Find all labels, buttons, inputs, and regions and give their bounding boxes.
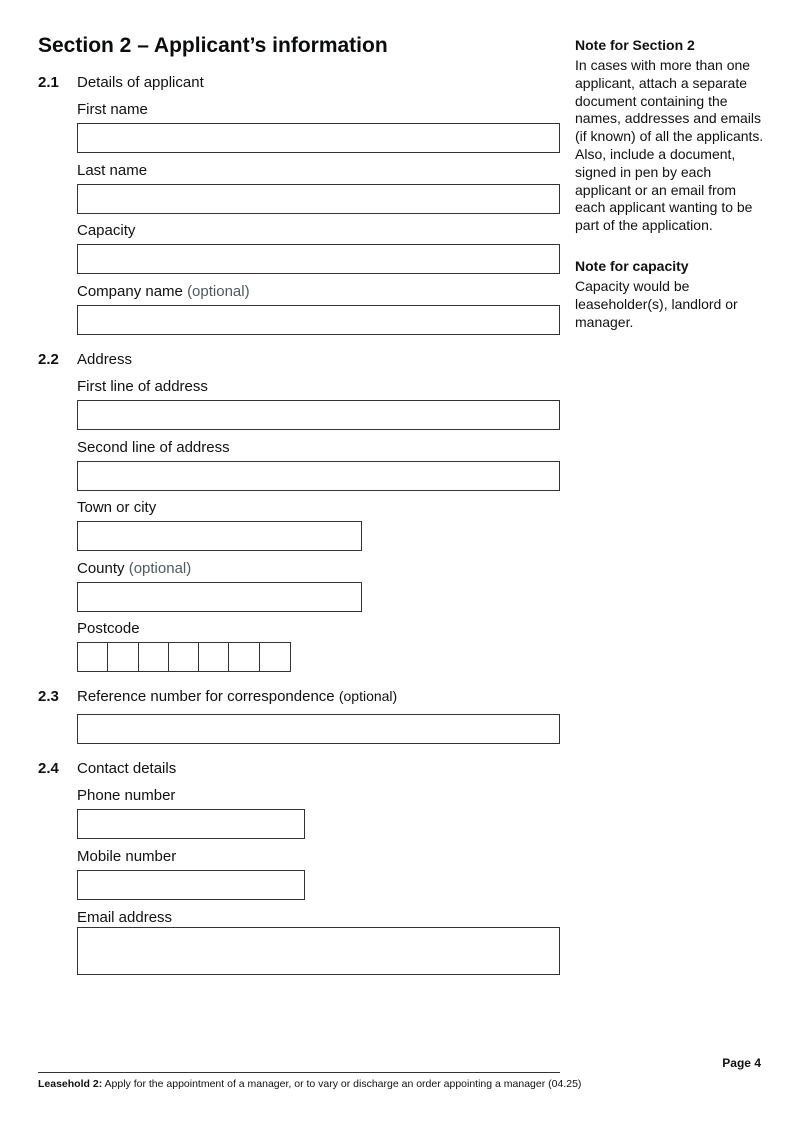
address-line2-label: Second line of address	[77, 439, 230, 456]
section-2-4-label: Contact details	[77, 760, 177, 777]
footer-form-name: Leasehold 2:	[38, 1078, 103, 1090]
postcode-char-box[interactable]	[229, 643, 259, 671]
section-2-3-number: 2.3	[38, 688, 59, 705]
capacity-field[interactable]	[77, 244, 560, 274]
section-2-1-number: 2.1	[38, 74, 59, 91]
postcode-label: Postcode	[77, 620, 140, 637]
address-line1-label: First line of address	[77, 378, 208, 395]
phone-label: Phone number	[77, 787, 176, 804]
reference-label-text: Reference number for correspondence	[77, 688, 335, 705]
company-name-label	[77, 283, 250, 300]
optional-tag: (optional)	[338, 688, 398, 704]
section-2-4-number: 2.4	[38, 760, 59, 777]
note-capacity-heading: Note for capacity	[575, 258, 689, 274]
town-label: Town or city	[77, 499, 157, 516]
section-2-1-label: Details of applicant	[77, 74, 204, 91]
section-2-3-label	[77, 688, 397, 705]
optional-tag: (optional)	[128, 560, 192, 577]
postcode-char-box[interactable]	[108, 643, 138, 671]
mobile-label: Mobile number	[77, 848, 177, 865]
postcode-char-box[interactable]	[199, 643, 229, 671]
first-name-label: First name	[77, 101, 148, 118]
section-2-2-number: 2.2	[38, 351, 59, 368]
optional-tag: (optional)	[187, 283, 250, 300]
page-number: Page 4	[722, 1056, 761, 1070]
town-field[interactable]	[77, 521, 362, 551]
company-name-text: Company name	[77, 283, 183, 300]
note-capacity-body: Capacity would be leaseholder(s), landlord or manager.	[575, 278, 738, 330]
mobile-field[interactable]	[77, 870, 305, 900]
company-name-field[interactable]	[77, 305, 560, 335]
email-field[interactable]	[77, 927, 560, 975]
footer-text	[38, 1078, 581, 1090]
postcode-char-box[interactable]	[139, 643, 169, 671]
phone-field[interactable]	[77, 809, 305, 839]
capacity-label: Capacity	[77, 222, 136, 239]
footer-form-desc: Apply for the appointment of a manager, or to vary or discharge an order appointing a manager (04.25)	[104, 1078, 582, 1090]
last-name-field[interactable]	[77, 184, 560, 214]
email-label: Email address	[77, 909, 173, 926]
county-text: County	[77, 560, 125, 577]
postcode-char-box[interactable]	[169, 643, 199, 671]
reference-number-field[interactable]	[77, 714, 560, 744]
postcode-char-box[interactable]	[78, 643, 108, 671]
footer-divider	[38, 1072, 560, 1073]
address-line2-field[interactable]	[77, 461, 560, 491]
first-name-field[interactable]	[77, 123, 560, 153]
note-section-body: In cases with more than one applicant, attach a separate document containing the names, addresses and emails (if known) of all the applicants. Also, include a document, signed in pen by each applicant or an email from each applicant wanting to be part of the application.	[575, 57, 764, 234]
section-title: Section 2 – Applicant’s information	[38, 34, 388, 57]
section-2-2-label: Address	[77, 351, 133, 368]
postcode-char-box[interactable]	[260, 643, 290, 671]
postcode-field[interactable]	[77, 642, 291, 672]
last-name-label: Last name	[77, 162, 148, 179]
address-line1-field[interactable]	[77, 400, 560, 430]
county-field[interactable]	[77, 582, 362, 612]
note-section-heading: Note for Section 2	[575, 37, 695, 53]
county-label	[77, 560, 191, 577]
